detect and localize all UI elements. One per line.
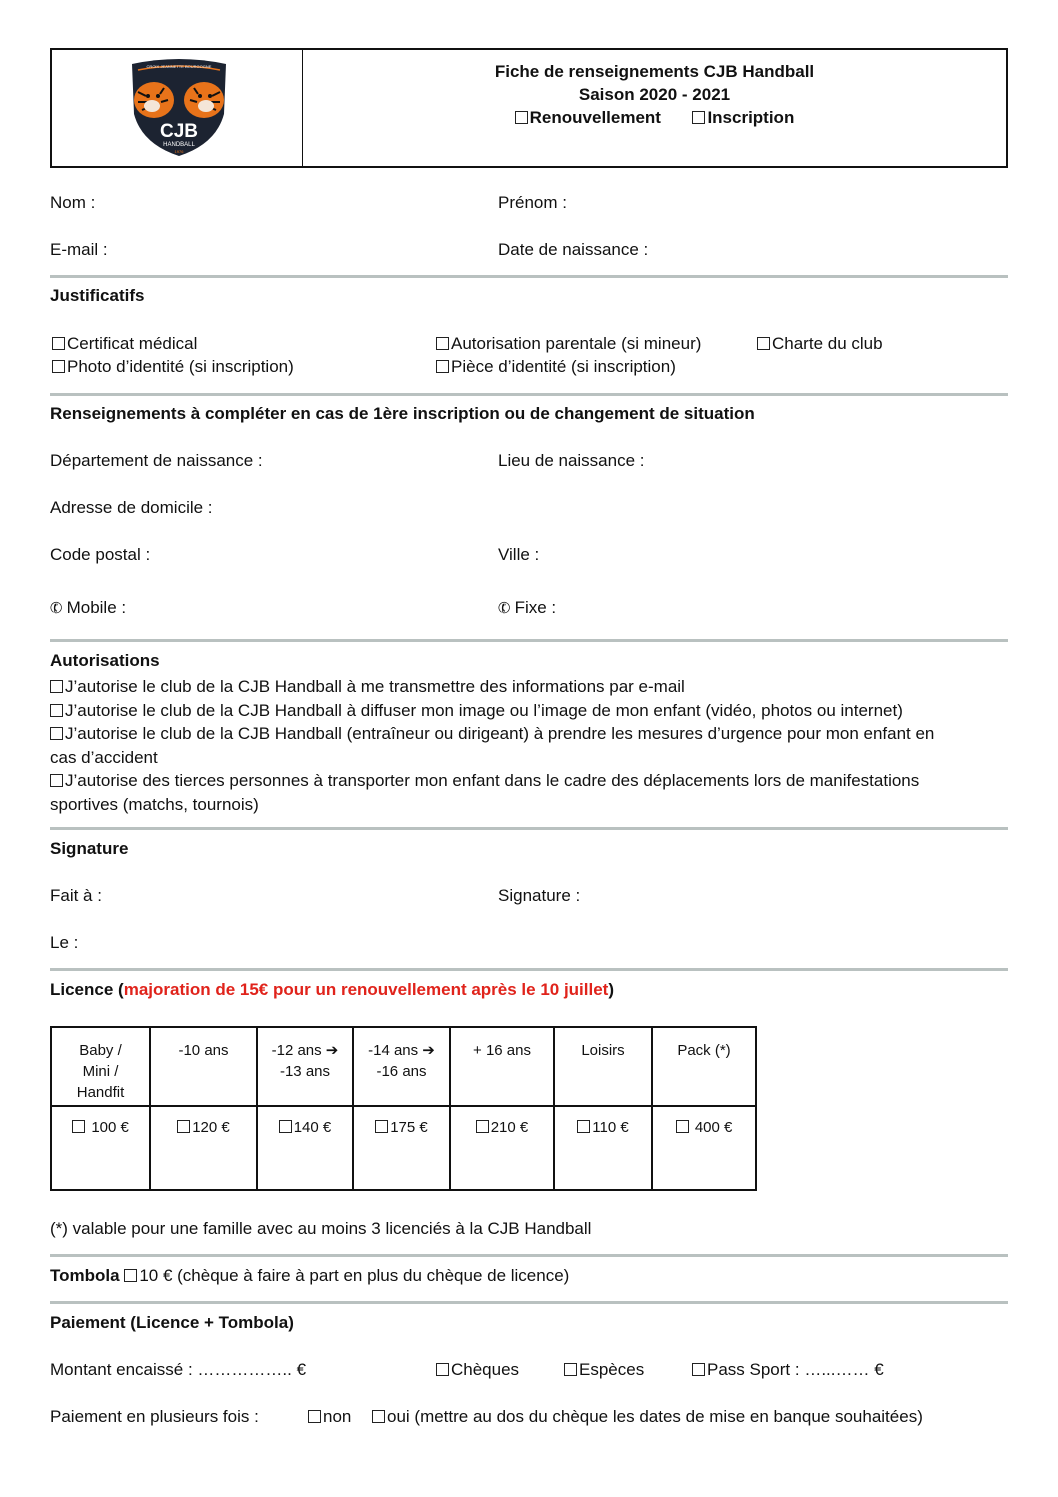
non-label: non bbox=[323, 1407, 352, 1426]
mobile-label: Mobile : bbox=[66, 598, 127, 617]
mobile-field[interactable] bbox=[47, 598, 127, 619]
cat-line: -12 ans ➔ bbox=[271, 1042, 339, 1059]
checkbox[interactable] bbox=[564, 1363, 577, 1376]
checkbox[interactable] bbox=[72, 1120, 85, 1133]
renseignements-title: Renseignements à compléter en cas de 1ère inscription ou de changement de situation bbox=[50, 404, 755, 423]
birthdate-field[interactable]: Date de naissance : bbox=[498, 240, 649, 259]
price-label: 110 € bbox=[592, 1119, 629, 1136]
adresse-field[interactable]: Adresse de domicile : bbox=[50, 498, 213, 517]
logo-subtitle: HANDBALL bbox=[163, 142, 195, 148]
licence-title: Licence bbox=[50, 980, 114, 999]
autorisation-urgence-cont: cas d’accident bbox=[50, 747, 158, 767]
cat-line: -14 ans ➔ bbox=[368, 1042, 435, 1059]
code-postal-field[interactable]: Code postal : bbox=[50, 545, 151, 564]
justificatifs-title: Justificatifs bbox=[50, 286, 145, 305]
oui-label: oui (mettre au dos du chèque les dates de mise en banque souhaitées) bbox=[387, 1407, 923, 1426]
checkbox[interactable] bbox=[436, 1363, 449, 1376]
inscription-checkbox[interactable] bbox=[692, 111, 705, 124]
montant-field[interactable]: Montant encaissé : …………….. € bbox=[50, 1360, 307, 1379]
justif-photo[interactable] bbox=[52, 357, 294, 377]
justif-autorisation[interactable] bbox=[436, 334, 701, 354]
date-le-field[interactable]: Le : bbox=[50, 933, 79, 952]
divider bbox=[50, 1301, 1008, 1304]
licence-category bbox=[353, 1027, 450, 1106]
logo-year: 1976 bbox=[174, 149, 184, 154]
departement-field[interactable]: Département de naissance : bbox=[50, 451, 263, 470]
autorisation-label: J’autorise le club de la CJB Handball à diffuser mon image ou l’image de mon enfant (vidéo, photos ou internet) bbox=[65, 700, 903, 720]
table-row bbox=[51, 1027, 756, 1106]
checkbox[interactable] bbox=[50, 704, 63, 717]
cheques-label: Chèques bbox=[451, 1360, 520, 1379]
plusieurs-fois-oui[interactable] bbox=[372, 1407, 923, 1427]
licence-price-16[interactable] bbox=[450, 1106, 554, 1190]
price-label: 120 € bbox=[192, 1119, 230, 1136]
checkbox[interactable] bbox=[676, 1120, 689, 1133]
checkbox[interactable] bbox=[52, 337, 65, 350]
checkbox[interactable] bbox=[177, 1120, 190, 1133]
signature-field[interactable]: Signature : bbox=[498, 886, 581, 905]
checkbox[interactable] bbox=[279, 1120, 292, 1133]
tombola-checkbox[interactable] bbox=[124, 1269, 137, 1282]
autorisations-list bbox=[50, 675, 934, 816]
cat-line: -10 ans bbox=[178, 1042, 229, 1059]
cat-line: Loisirs bbox=[581, 1042, 625, 1059]
checkbox[interactable] bbox=[692, 1363, 705, 1376]
price-label: 210 € bbox=[490, 1119, 529, 1136]
paren: ( bbox=[113, 980, 124, 999]
cat-line: -13 ans bbox=[279, 1063, 331, 1080]
tombola-title: Tombola bbox=[50, 1266, 120, 1285]
especes-label: Espèces bbox=[579, 1360, 645, 1379]
pass-sport-option[interactable] bbox=[692, 1360, 884, 1380]
season-title: Saison 2020 - 2021 bbox=[578, 85, 731, 104]
header-box bbox=[50, 48, 1008, 168]
price-label: 400 € bbox=[694, 1119, 733, 1136]
autorisations-title: Autorisations bbox=[50, 651, 160, 670]
fait-a-field[interactable]: Fait à : bbox=[50, 886, 102, 905]
renewal-checkbox[interactable] bbox=[515, 111, 528, 124]
licence-price-12[interactable] bbox=[257, 1106, 353, 1190]
cat-line: Pack (*) bbox=[677, 1042, 731, 1059]
licence-category bbox=[51, 1027, 150, 1106]
fixe-label: Fixe : bbox=[514, 598, 557, 617]
divider bbox=[50, 968, 1008, 971]
price-label: 100 € bbox=[91, 1119, 129, 1136]
cheques-option[interactable] bbox=[436, 1360, 519, 1380]
justif-charte[interactable] bbox=[757, 334, 883, 354]
inscription-label: Inscription bbox=[707, 108, 795, 127]
checkbox[interactable] bbox=[372, 1410, 385, 1423]
plusieurs-fois-non[interactable] bbox=[308, 1407, 351, 1427]
justif-label: Charte du club bbox=[772, 334, 883, 353]
divider bbox=[50, 827, 1008, 830]
logo-top-text: CROIX-JEANNETTE BOURGOGNE bbox=[146, 64, 212, 69]
autorisation-email[interactable] bbox=[50, 675, 934, 699]
licence-table bbox=[50, 1026, 757, 1191]
nom-field[interactable]: Nom : bbox=[50, 193, 96, 212]
logo-cell bbox=[52, 50, 303, 166]
title-cell bbox=[303, 50, 1006, 176]
checkbox[interactable] bbox=[577, 1120, 590, 1133]
email-field[interactable]: E-mail : bbox=[50, 240, 108, 259]
logo-initials: CJB bbox=[159, 121, 199, 142]
cat-line: -16 ans bbox=[376, 1063, 427, 1080]
price-label: 140 € bbox=[293, 1119, 332, 1136]
checkbox[interactable] bbox=[757, 337, 770, 350]
checkbox[interactable] bbox=[50, 680, 63, 693]
phone-icon: ✆ bbox=[47, 598, 66, 619]
licence-category bbox=[450, 1027, 554, 1106]
pass-sport-label: Pass Sport : …...…… € bbox=[707, 1360, 884, 1379]
paren: ) bbox=[608, 980, 615, 999]
licence-price-14[interactable] bbox=[353, 1106, 450, 1190]
checkbox[interactable] bbox=[52, 360, 65, 373]
licence-price-10[interactable] bbox=[150, 1106, 257, 1190]
autorisation-label: J’autorise des tierces personnes à transporter mon enfant dans le cadre des déplacements lors de manifestations bbox=[65, 771, 920, 790]
plusieurs-fois-label: Paiement en plusieurs fois : bbox=[50, 1407, 259, 1426]
divider bbox=[50, 393, 1008, 396]
fixe-field[interactable] bbox=[495, 598, 557, 619]
inscription-option[interactable] bbox=[692, 108, 794, 127]
cat-line: + 16 ans bbox=[473, 1042, 531, 1059]
autorisation-transport[interactable] bbox=[50, 769, 934, 793]
justif-label: Autorisation parentale (si mineur) bbox=[451, 334, 702, 353]
price-label: 175 € bbox=[390, 1119, 428, 1136]
licence-category bbox=[257, 1027, 353, 1106]
pack-footnote: (*) valable pour une famille avec au moins 3 licenciés à la CJB Handball bbox=[50, 1219, 592, 1238]
signature-title: Signature bbox=[50, 839, 129, 858]
checkbox[interactable] bbox=[50, 774, 63, 787]
registration-type bbox=[303, 106, 1006, 129]
licence-late-fee-note: majoration de 15€ pour un renouvellement après le 10 juillet bbox=[123, 980, 609, 999]
cat-line: Mini / bbox=[82, 1063, 119, 1080]
licence-category bbox=[150, 1027, 257, 1106]
autorisation-label: J’autorise le club de la CJB Handball (entraîneur ou dirigeant) à prendre les mesures d’urgence pour mon enfant en bbox=[65, 724, 935, 743]
justif-label: Pièce d’identité (si inscription) bbox=[451, 357, 676, 376]
club-logo bbox=[124, 56, 234, 160]
justif-piece[interactable] bbox=[436, 357, 676, 377]
checkbox[interactable] bbox=[436, 360, 449, 373]
form-title: Fiche de renseignements CJB Handball bbox=[494, 62, 815, 81]
paiement-title: Paiement (Licence + Tombola) bbox=[50, 1313, 294, 1332]
licence-price-baby[interactable] bbox=[51, 1106, 150, 1190]
cat-line: Baby / bbox=[79, 1042, 122, 1059]
autorisation-urgence[interactable] bbox=[50, 722, 934, 746]
renewal-option[interactable] bbox=[515, 108, 661, 127]
autorisation-label: J’autorise le club de la CJB Handball à me transmettre des informations par e-mail bbox=[65, 677, 685, 696]
tombola-text: 10 € (chèque à faire à part en plus du chèque de licence) bbox=[139, 1266, 570, 1285]
phone-icon: ✆ bbox=[495, 598, 514, 619]
checkbox[interactable] bbox=[50, 727, 63, 740]
lieu-field[interactable]: Lieu de naissance : bbox=[498, 451, 645, 470]
licence-price-pack[interactable] bbox=[652, 1106, 756, 1190]
prenom-field[interactable]: Prénom : bbox=[498, 193, 567, 212]
especes-option[interactable] bbox=[564, 1360, 644, 1380]
tombola-row[interactable] bbox=[50, 1266, 569, 1286]
autorisation-image[interactable] bbox=[50, 699, 934, 723]
justif-label: Photo d’identité (si inscription) bbox=[67, 357, 294, 376]
renewal-label: Renouvellement bbox=[529, 108, 661, 127]
divider bbox=[50, 1254, 1008, 1257]
licence-heading bbox=[50, 980, 614, 1000]
justif-label: Certificat médical bbox=[67, 334, 198, 353]
autorisation-transport-cont: sportives (matchs, tournois) bbox=[50, 794, 259, 814]
checkbox[interactable] bbox=[308, 1410, 321, 1423]
ville-field[interactable]: Ville : bbox=[498, 545, 540, 564]
cat-line: Handfit bbox=[76, 1084, 125, 1101]
checkbox[interactable] bbox=[476, 1120, 489, 1133]
justif-certificat[interactable] bbox=[52, 334, 197, 354]
checkbox[interactable] bbox=[436, 337, 449, 350]
checkbox[interactable] bbox=[375, 1120, 388, 1133]
divider bbox=[50, 275, 1008, 278]
divider bbox=[50, 639, 1008, 642]
licence-category bbox=[652, 1027, 756, 1106]
table-row bbox=[51, 1106, 756, 1190]
licence-category bbox=[554, 1027, 652, 1106]
licence-price-loisirs[interactable] bbox=[554, 1106, 652, 1190]
